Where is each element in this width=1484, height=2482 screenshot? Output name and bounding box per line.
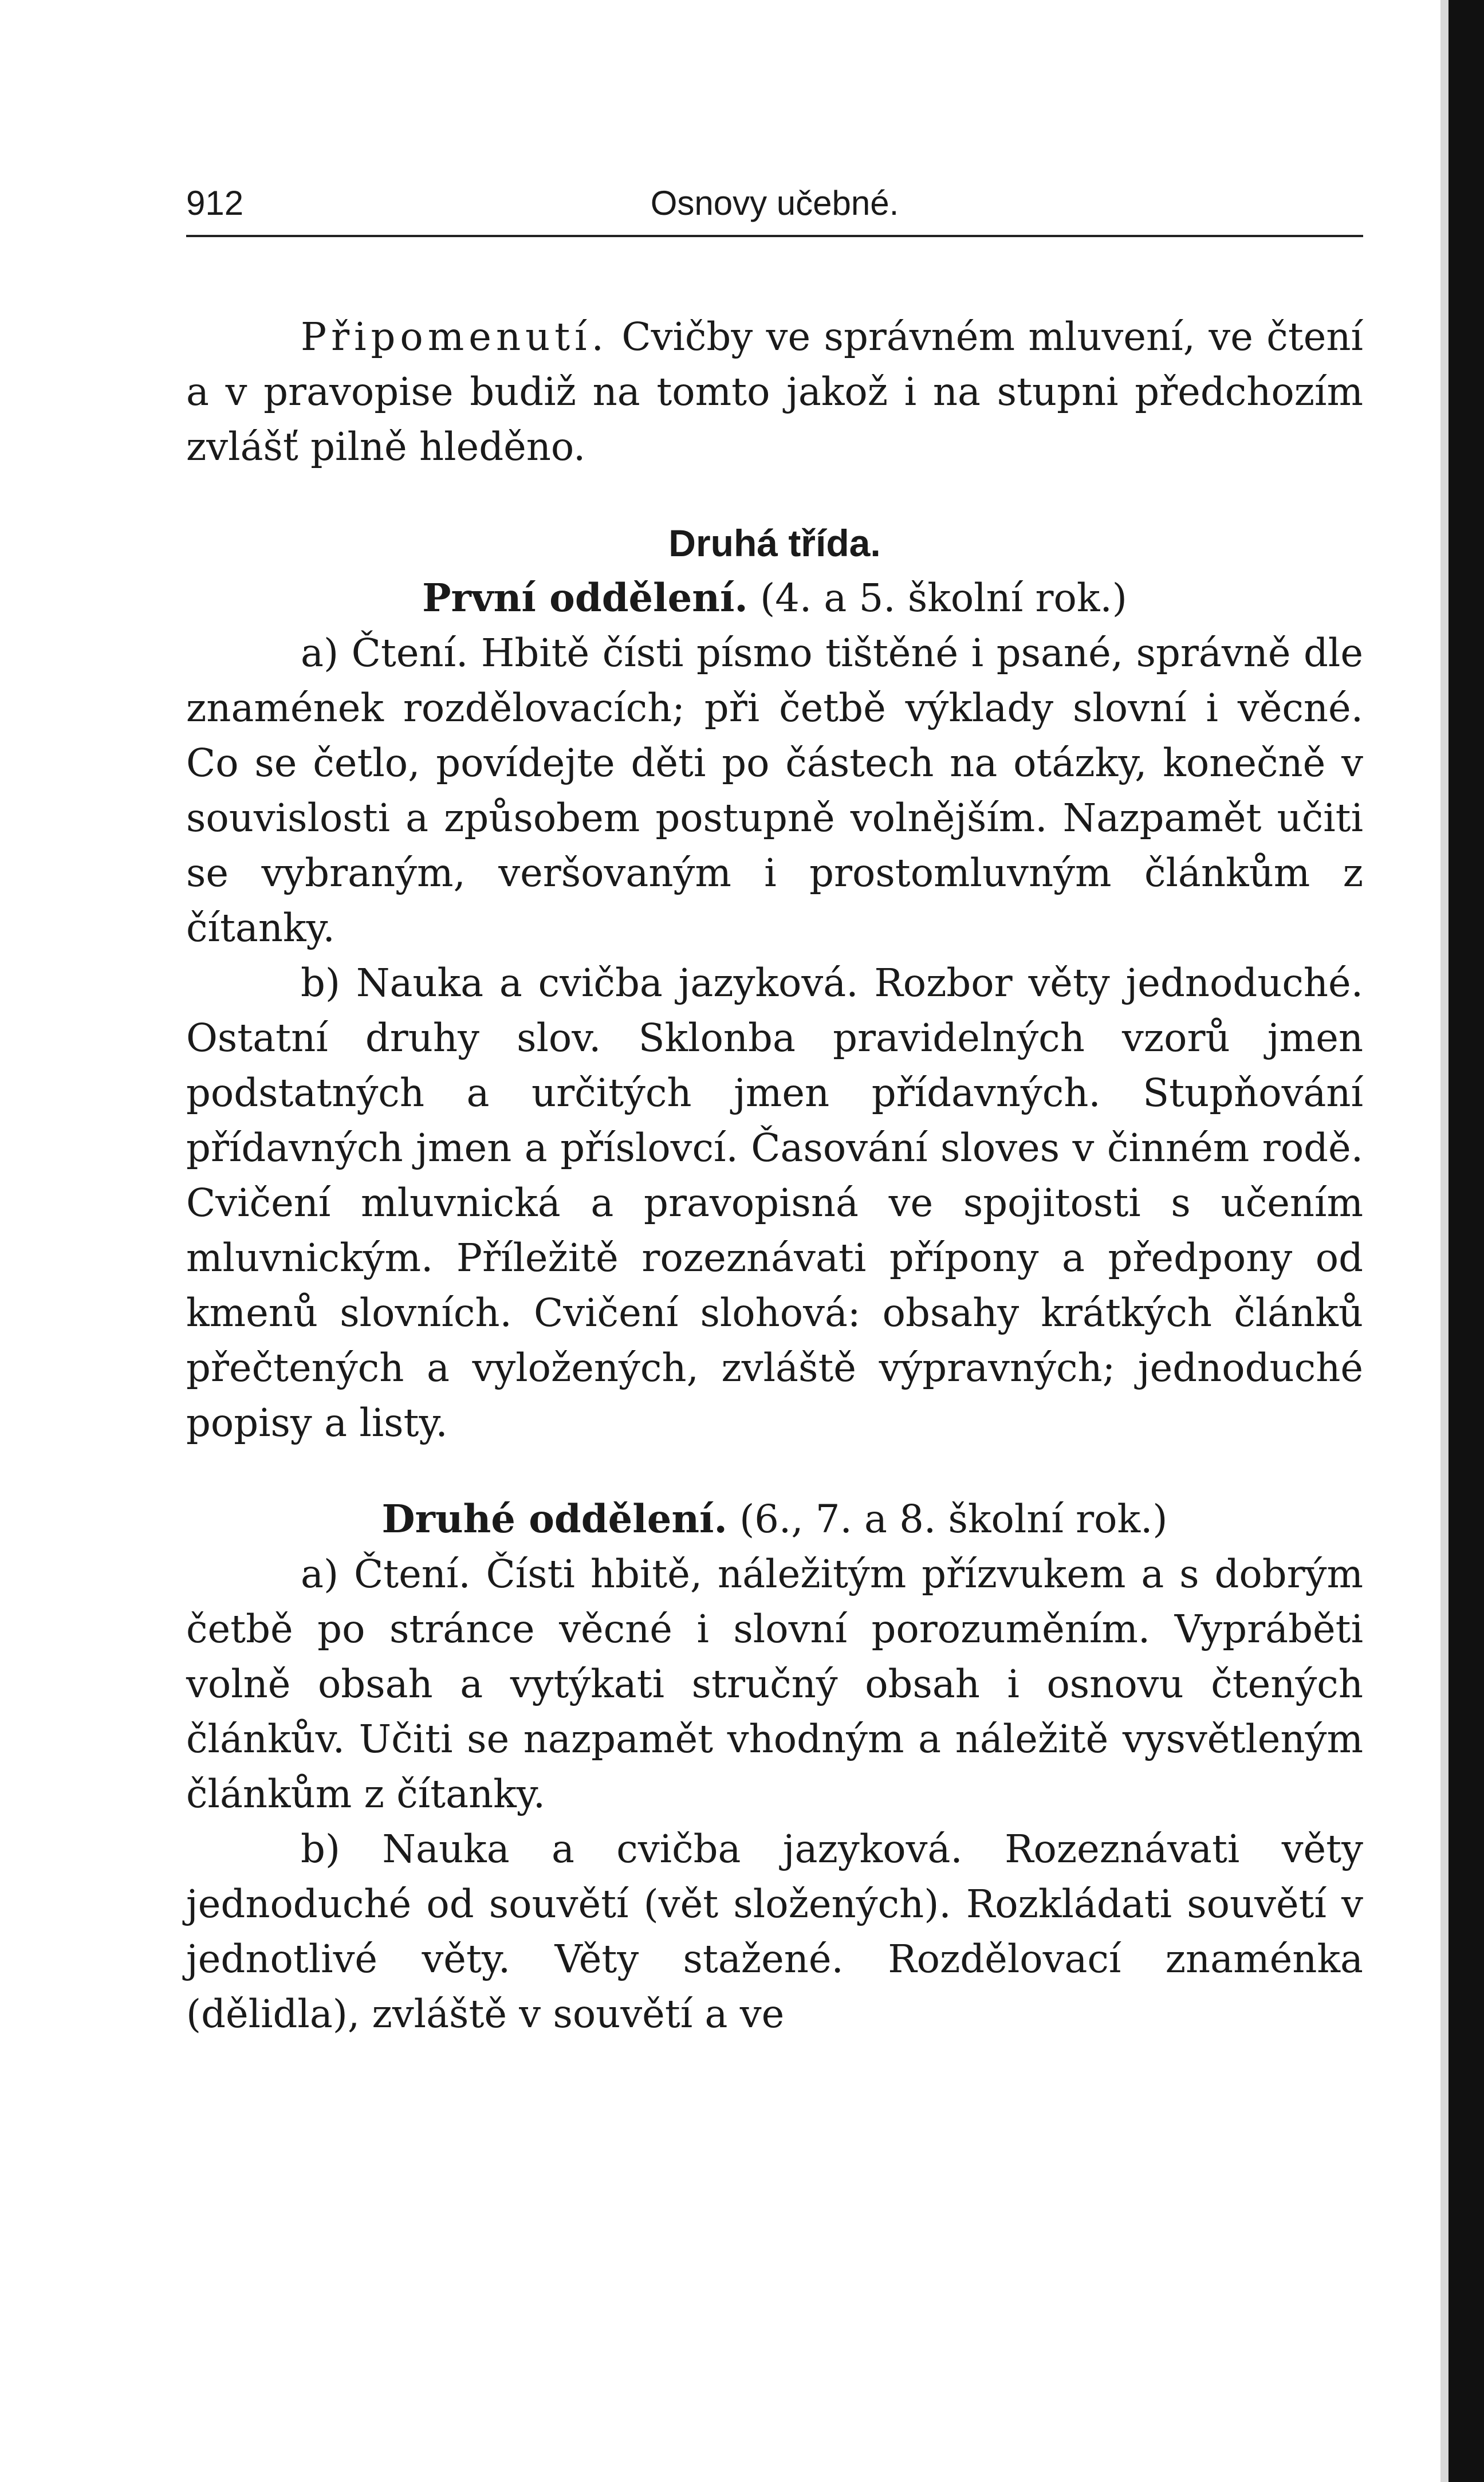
book-page (186, 178, 1363, 2036)
reminder-label: Připomenutí. (301, 314, 608, 359)
part1-reading-paragraph (186, 626, 1363, 955)
part2-heading-line (186, 1492, 1363, 1547)
part1-years: (4. a 5. školní rok.) (760, 576, 1127, 620)
part2-reading-label: a) Čtení. (301, 1552, 471, 1596)
class-title: Druhá třída. (668, 522, 881, 564)
part1-language-paragraph (186, 955, 1363, 1450)
part2-reading-text: Čísti hbitě, náležitým přízvukem a s dobrým četbě po stránce věcné i slovní porozuměním. Vypráběti volně obsah a vytýkati stručný obsah i osnovu čtených článkův. Učiti se nazpamět vhodným a náležitě vysvětleným článkům z čítanky. (186, 1552, 1363, 1816)
part1-heading: První oddělení. (422, 575, 748, 620)
part2-heading: Druhé oddělení. (381, 1496, 727, 1541)
part1-reading-text: Hbitě čísti písmo tištěné i psané, správně dle znamének rozdělovacích; při četbě výklady slovní i věcné. Co se četlo, povídejte děti po částech na otázky, konečně v souvislosti a způsobem postupně volnějším. Nazpamět učiti se vybraným, veršovaným i prostomluvným článkům z čítanky. (186, 631, 1363, 950)
header-rule (186, 235, 1363, 237)
part2-language-paragraph (186, 1822, 1363, 2042)
scan-binding-edge (1448, 0, 1484, 2482)
part1-language-text: Rozbor věty jednoduché. Ostatní druhy slov. Sklonba pravidelných vzorů jmen podstatných a určitých jmen přídavných. Stupňování přídavných jmen a příslovcí. Časování sloves v činném rodě. Cvičení mluvnická a pravopisná ve spojitosti s učením mluvnickým. Příležitě rozeznávati přípony a předpony od kmenů slovních. Cvičení slohová: obsahy krátkých článků přečtených a vyložených, zvláště výpravných; jednoduché popisy a listy. (186, 961, 1363, 1445)
part1-reading-label: a) Čtení. (301, 631, 469, 675)
part2-language-label: b) Nauka a cvičba jazyková. (301, 1827, 963, 1871)
running-title: Osnovy učebné. (650, 184, 899, 222)
part2-reading-paragraph (186, 1547, 1363, 1822)
part2-years: (6., 7. a 8. školní rok.) (739, 1497, 1168, 1541)
page-header (186, 178, 1363, 241)
part2-language-text: Rozeznávati věty jednoduché od souvětí (vět složených). Rozkládati souvětí v jednotlivé věty. Věty stažené. Rozdělovací znaménka (dělidla), zvláště v souvětí a ve (186, 1827, 1363, 2036)
part1-language-label: b) Nauka a cvičba jazyková. (301, 961, 859, 1005)
page-body (186, 309, 1363, 2042)
part1-heading-line (186, 571, 1363, 626)
scan-edge-shadow (1440, 0, 1448, 2482)
reminder-text: Cvičby ve správném mluvení, ve čtení a v pravopise budiž na tomto jakož i na stupni předchozím zvlášť pilně hleděno. (186, 314, 1363, 469)
page-number: 912 (186, 184, 244, 222)
reminder-paragraph (186, 309, 1363, 474)
